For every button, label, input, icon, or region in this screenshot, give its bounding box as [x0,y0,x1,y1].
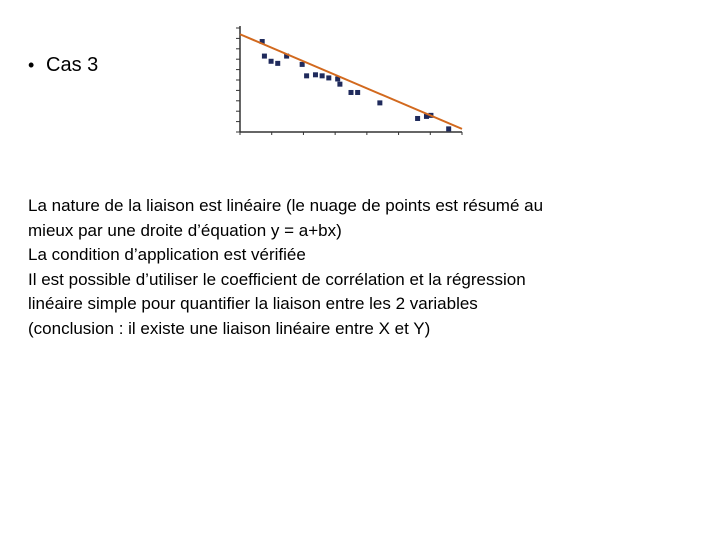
paragraph-line: Il est possible d’utiliser le coefficient de corrélation et la régression [28,269,526,289]
data-point [275,61,280,66]
data-point [300,62,305,67]
data-point [337,82,342,87]
data-point [349,90,354,95]
slide-title: Cas 3 [46,54,99,76]
data-point [269,59,274,64]
data-point [313,72,318,77]
data-point [320,73,325,78]
data-point [326,75,331,80]
slide-title-bullet [28,54,98,77]
paragraph-line: (conclusion : il existe une liaison linéaire entre X et Y) [28,318,431,338]
bullet-symbol: • [28,55,35,75]
data-point [415,116,420,121]
paragraph-line: La nature de la liaison est linéaire (le nuage de points est résumé au [28,196,544,215]
data-point [262,54,267,59]
paragraph-line: La condition d’application est vérifiée [28,245,306,264]
regression-line [240,34,462,129]
paragraph-line: mieux par une droite d’équation y = a+bx) [28,220,342,240]
data-point [446,126,451,131]
scatter-chart [226,22,466,138]
body-paragraph [28,194,688,341]
data-point [377,100,382,105]
data-point [355,90,360,95]
data-point [304,73,309,78]
paragraph-line: linéaire simple pour quantifier la liaison entre les 2 variables [28,294,478,313]
